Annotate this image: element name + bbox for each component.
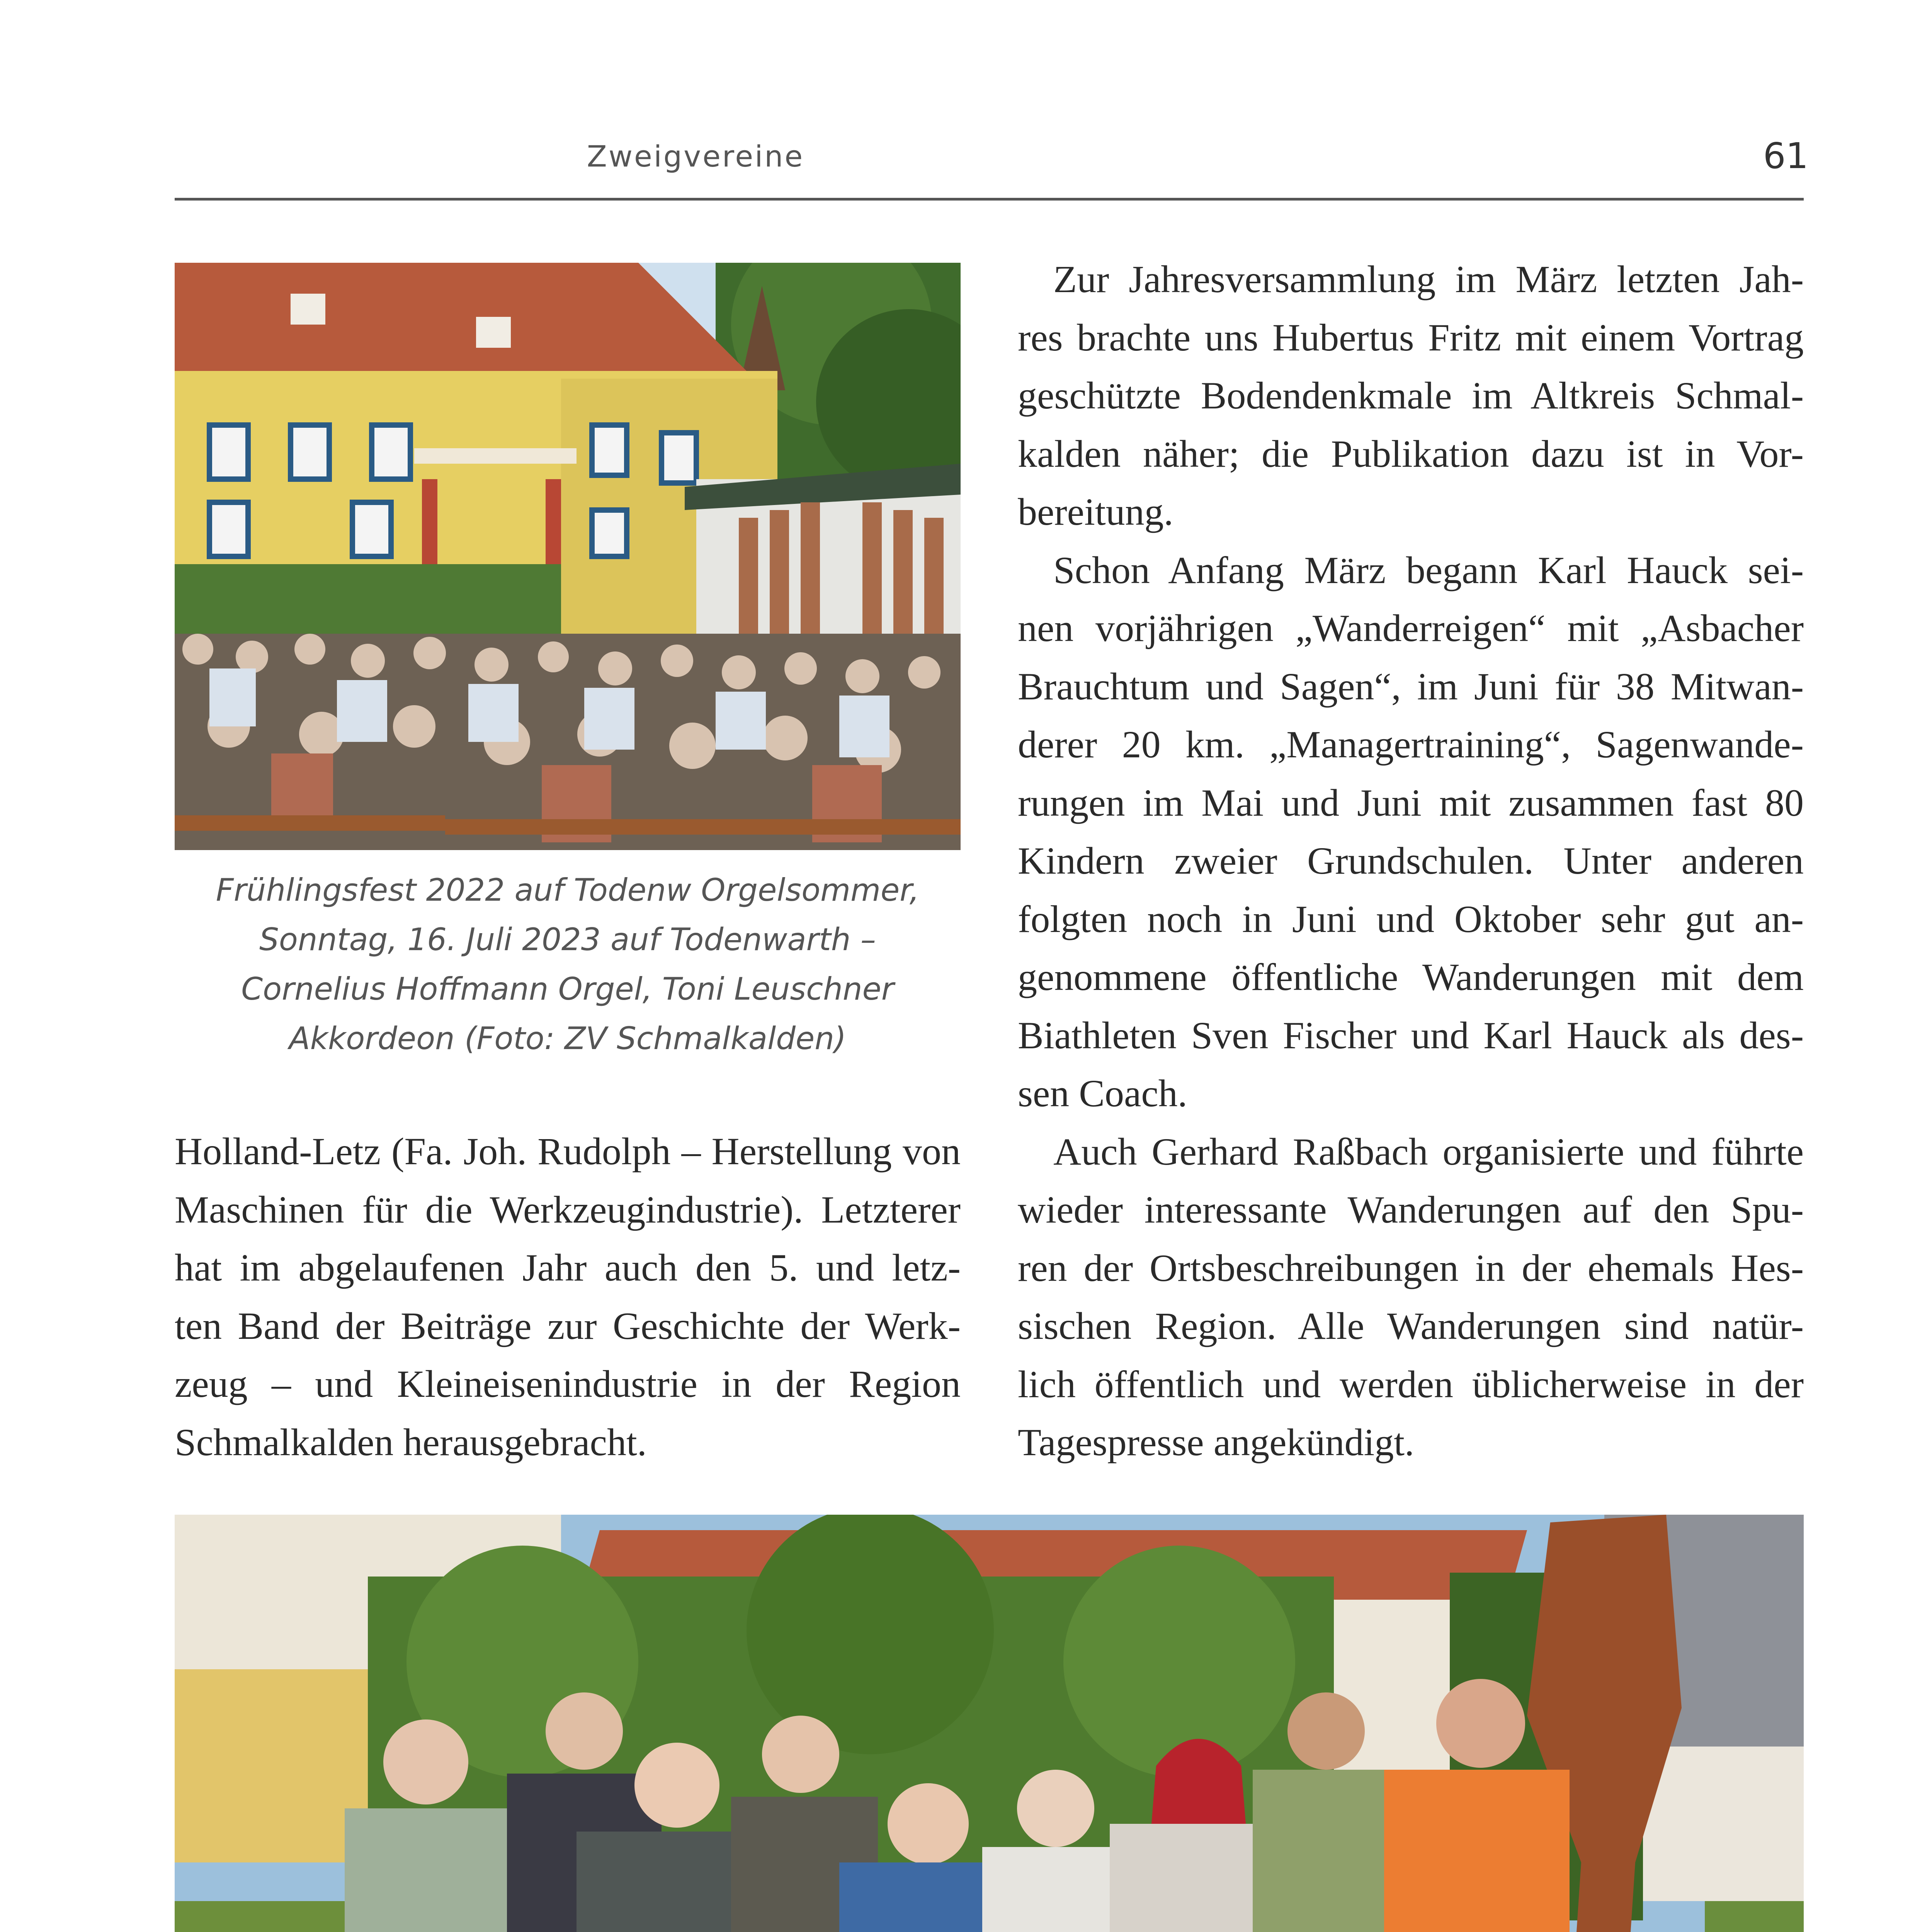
text-line: derer 20 km. „Managertraining“, Sagenwande- — [1018, 723, 1804, 766]
text-line: nen vorjährigen „Wanderreigen“ mit „Asbacher — [1018, 607, 1804, 650]
text-line: Zur Jahresversammlung im März letzten Jah- — [1053, 258, 1804, 301]
text-line: ren der Ortsbeschreibungen in der ehemals Hes- — [1018, 1246, 1804, 1289]
text-line: rungen im Mai und Juni mit zusammen fast 80 — [1018, 781, 1804, 824]
text-line: bereitung. — [1018, 490, 1173, 533]
caption-line: Sonntag, 16. Juli 2023 auf Todenwarth – — [259, 922, 876, 957]
text-line: Biathleten Sven Fischer und Karl Hauck als des- — [1018, 1014, 1804, 1057]
running-head: Zweigvereine — [587, 139, 804, 173]
text-line: Schmalkalden herausgebracht. — [175, 1420, 647, 1464]
header-rule — [175, 198, 1804, 201]
text-line: kalden näher; die Publikation dazu ist in Vor- — [1018, 432, 1804, 475]
text-line: Holland-Letz (Fa. Joh. Rudolph – Herstellung von — [175, 1130, 961, 1173]
text-line: Maschinen für die Werkzeugindustrie). Letzterer — [175, 1188, 961, 1231]
text-line: res brachte uns Hubertus Fritz mit einem Vortrag — [1018, 316, 1804, 359]
text-line: folgten noch in Juni und Oktober sehr gut an- — [1018, 897, 1804, 940]
page-number: 61 — [1763, 135, 1808, 177]
text-line: Brauchtum und Sagen“, im Juni für 38 Mitwan- — [1018, 665, 1804, 708]
text-line: hat im abgelaufenen Jahr auch den 5. und letz- — [175, 1246, 961, 1289]
text-line: wieder interessante Wanderungen auf den Spu- — [1018, 1188, 1804, 1231]
text-line: geschützte Bodendenkmale im Altkreis Schmal- — [1018, 374, 1804, 417]
text-line: Tagespresse angekündigt. — [1018, 1421, 1415, 1464]
top-photo-caption — [175, 866, 961, 1063]
text-line: ten Band der Beiträge zur Geschichte der Werk- — [175, 1304, 961, 1347]
caption-line: Akkordeon (Foto: ZV Schmalkalden) — [289, 1020, 847, 1056]
text-line: Auch Gerhard Raßbach organisierte und führte — [1053, 1130, 1804, 1173]
text-line: lich öffentlich und werden üblicherweise in der — [1018, 1362, 1804, 1406]
text-line: zeug – und Kleineisenindustrie in der Region — [175, 1362, 961, 1405]
text-line: Kindern zweier Grundschulen. Unter anderen — [1018, 839, 1804, 882]
text-line: sischen Region. Alle Wanderungen sind natür- — [1018, 1304, 1804, 1347]
photo-organ-summer-concert — [175, 263, 961, 850]
right-column-text — [1018, 250, 1804, 1472]
caption-line: Frühlingsfest 2022 auf Todenw Orgelsommer, — [216, 872, 920, 908]
text-line: sen Coach. — [1018, 1072, 1187, 1115]
photo-group-farm-garden — [175, 1515, 1804, 1932]
caption-line: Cornelius Hoffmann Orgel, Toni Leuschner — [241, 971, 894, 1007]
left-column-text — [175, 1122, 961, 1471]
text-line: genommene öffentliche Wanderungen mit dem — [1018, 956, 1804, 998]
text-line: Schon Anfang März begann Karl Hauck sei- — [1053, 548, 1804, 592]
